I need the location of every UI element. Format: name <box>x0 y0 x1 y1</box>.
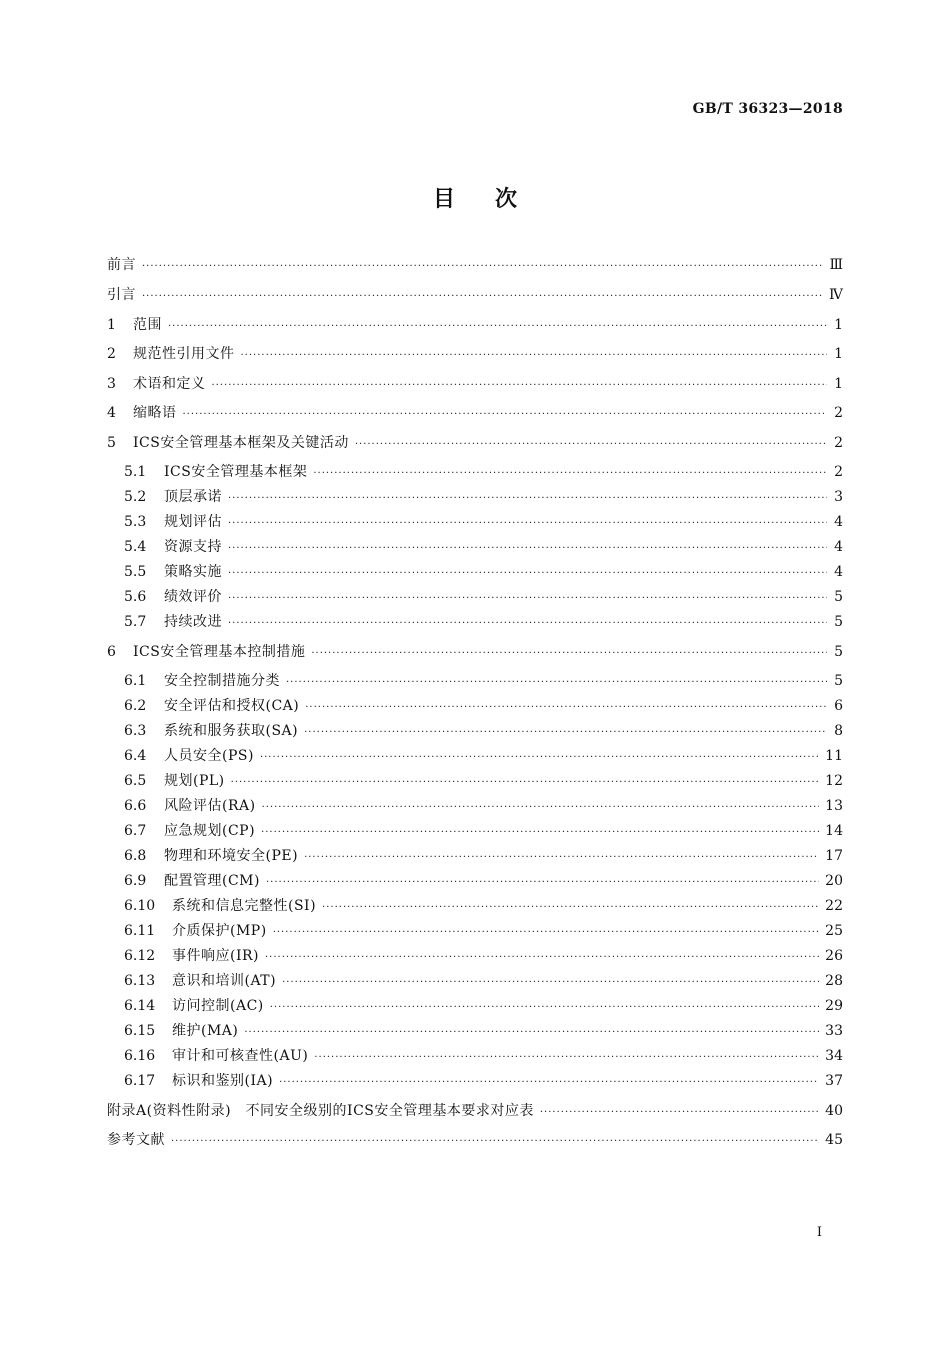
toc-entry-title: 应急规划(CP) <box>164 823 256 839</box>
toc-entry-title: 规划(PL) <box>164 773 225 789</box>
toc-entry-title: 顶层承诺 <box>164 489 222 505</box>
toc-entry-number: 6.2 <box>124 698 147 714</box>
toc-entry-title: 安全评估和授权(CA) <box>164 698 300 714</box>
toc-entry[interactable] <box>107 1104 843 1120</box>
toc-leader-dots <box>286 676 827 690</box>
toc-entry-number: 6.4 <box>124 748 147 764</box>
toc-entry[interactable] <box>107 874 843 890</box>
toc-entry-number: 6.15 <box>124 1023 156 1039</box>
toc-entry-title: 绩效评价 <box>164 589 222 605</box>
toc-entry-title: 规划评估 <box>164 514 222 530</box>
toc-leader-dots <box>314 1051 819 1065</box>
toc-entry-number: 6.6 <box>124 798 147 814</box>
toc-leader-dots <box>265 951 819 965</box>
toc-entry-title: 系统和服务获取(SA) <box>164 723 299 739</box>
toc-leader-dots <box>228 567 827 581</box>
toc-entry-title: 缩略语 <box>133 405 177 421</box>
toc-entry-number: 5.3 <box>124 514 147 530</box>
toc-entry-title: 前言 <box>107 257 136 273</box>
toc-entry-page: 6 <box>834 698 843 714</box>
page-title: 目次 <box>432 186 557 212</box>
toc-entry-page: 12 <box>825 773 843 789</box>
page-number: Ⅰ <box>816 1225 822 1240</box>
toc-entry-number: 5.6 <box>124 589 147 605</box>
toc-entry[interactable] <box>107 347 843 363</box>
toc-leader-dots <box>355 438 827 452</box>
toc-entry-number: 5.7 <box>124 614 147 630</box>
toc-entry[interactable] <box>107 377 843 393</box>
toc-entry[interactable] <box>107 749 843 765</box>
toc-entry[interactable] <box>107 799 843 815</box>
toc-entry[interactable] <box>107 515 843 531</box>
toc-entry[interactable] <box>107 465 843 481</box>
toc-entry-page: 1 <box>834 346 843 362</box>
toc-leader-dots <box>273 926 819 940</box>
toc-leader-dots <box>305 701 827 715</box>
toc-entry-page: 34 <box>825 1048 843 1064</box>
toc-entry-page: 1 <box>834 317 843 333</box>
toc-entry-page: 3 <box>834 489 843 505</box>
toc-entry[interactable] <box>107 924 843 940</box>
toc-entry-page: 26 <box>825 948 843 964</box>
toc-entry-number: 6.14 <box>124 998 156 1014</box>
toc-entry-page: 20 <box>825 873 843 889</box>
toc-entry-page: 4 <box>834 539 843 555</box>
toc-entry-title: 风险评估(RA) <box>164 798 256 814</box>
toc-leader-dots <box>282 976 819 990</box>
toc-entry-number: 2 <box>107 346 116 362</box>
toc-entry-title: 策略实施 <box>164 564 222 580</box>
toc-entry-page: 17 <box>825 848 843 864</box>
toc-entry-number: 5 <box>107 435 116 451</box>
toc-entry[interactable] <box>107 406 843 422</box>
toc-entry-number: 6 <box>107 644 116 660</box>
toc-entry[interactable] <box>107 258 843 274</box>
toc-entry-title: 标识和鉴别(IA) <box>172 1073 274 1089</box>
toc-entry-page: Ⅲ <box>829 257 843 273</box>
toc-entry-number: 6.5 <box>124 773 147 789</box>
toc-entry-page: 22 <box>825 898 843 914</box>
toc-leader-dots <box>244 1026 819 1040</box>
toc-entry-page: 11 <box>825 748 843 764</box>
toc-entry-title: 系统和信息完整性(SI) <box>172 898 317 914</box>
toc-entry-page: 8 <box>834 723 843 739</box>
toc-leader-dots <box>183 408 828 422</box>
toc-leader-dots <box>241 349 828 363</box>
toc-leader-dots <box>322 901 819 915</box>
toc-entry-title: 审计和可核查性(AU) <box>172 1048 309 1064</box>
toc-entry[interactable] <box>107 974 843 990</box>
toc-entry-page: 5 <box>834 614 843 630</box>
toc-entry-number: 3 <box>107 376 116 392</box>
toc-leader-dots <box>228 617 827 631</box>
toc-leader-dots <box>540 1106 819 1120</box>
toc-entry-number: 6.7 <box>124 823 147 839</box>
toc-entry[interactable] <box>107 1074 843 1090</box>
toc-entry-page: 2 <box>834 405 843 421</box>
toc-entry-title: 物理和环境安全(PE) <box>164 848 299 864</box>
toc-leader-dots <box>304 726 827 740</box>
toc-entry-number: 6.11 <box>124 923 156 939</box>
toc-entry-page: 2 <box>834 464 843 480</box>
toc-entry-title: 规范性引用文件 <box>133 346 235 362</box>
toc-leader-dots <box>270 1001 819 1015</box>
toc-entry-page: 29 <box>825 998 843 1014</box>
toc-entry-page: 13 <box>825 798 843 814</box>
toc-leader-dots <box>171 1135 819 1149</box>
toc-entry-title: 事件响应(IR) <box>172 948 259 964</box>
toc-entry-title: 维护(MA) <box>172 1023 239 1039</box>
toc-entry-title: 术语和定义 <box>133 376 206 392</box>
toc-entry-title: 人员安全(PS) <box>164 748 254 764</box>
toc-entry-number: 6.17 <box>124 1073 156 1089</box>
standard-code: GB/T 36323—2018 <box>692 101 843 117</box>
toc-entry-title: ICS安全管理基本框架 <box>164 464 308 480</box>
toc-entry-page: 2 <box>834 435 843 451</box>
toc-leader-dots <box>142 260 823 274</box>
toc-entry[interactable] <box>107 999 843 1015</box>
toc-entry[interactable] <box>107 565 843 581</box>
toc-entry-page: 33 <box>825 1023 843 1039</box>
toc-entry-title: 介质保护(MP) <box>172 923 267 939</box>
toc-entry-page: 5 <box>834 673 843 689</box>
toc-leader-dots <box>266 876 819 890</box>
toc-entry[interactable] <box>107 724 843 740</box>
toc-leader-dots <box>279 1076 819 1090</box>
toc-entry-page: 25 <box>825 923 843 939</box>
toc-entry[interactable] <box>107 849 843 865</box>
toc-entry-number: 5.1 <box>124 464 147 480</box>
toc-leader-dots <box>231 776 820 790</box>
toc-entry-number: 5.4 <box>124 539 147 555</box>
toc-entry-title: 资源支持 <box>164 539 222 555</box>
toc-entry-number: 6.16 <box>124 1048 156 1064</box>
toc-entry-page: 40 <box>825 1103 843 1119</box>
toc-leader-dots <box>304 851 819 865</box>
toc-entry-page: 1 <box>834 376 843 392</box>
toc-leader-dots <box>313 467 827 481</box>
toc-entry-page: 28 <box>825 973 843 989</box>
toc-entry-page: 45 <box>825 1132 843 1148</box>
toc-entry[interactable] <box>107 1024 843 1040</box>
toc-entry[interactable] <box>107 699 843 715</box>
toc-entry[interactable] <box>107 318 843 334</box>
toc-entry[interactable] <box>107 645 843 661</box>
toc-entry[interactable] <box>107 436 843 452</box>
toc-entry-title: 意识和培训(AT) <box>172 973 277 989</box>
toc-entry[interactable] <box>107 490 843 506</box>
toc-entry[interactable] <box>107 288 843 304</box>
toc-entry-title: 参考文献 <box>107 1132 165 1148</box>
toc-leader-dots <box>168 320 827 334</box>
toc-entry[interactable] <box>107 590 843 606</box>
toc-leader-dots <box>260 751 819 765</box>
toc-entry-title: 持续改进 <box>164 614 222 630</box>
toc-leader-dots <box>261 826 819 840</box>
toc-entry-number: 6.13 <box>124 973 156 989</box>
toc-leader-dots <box>262 801 820 815</box>
toc-entry-number: 5.2 <box>124 489 147 505</box>
toc-entry-number: 6.12 <box>124 948 156 964</box>
toc-entry[interactable] <box>107 615 843 631</box>
toc-entry-title: 范围 <box>133 317 162 333</box>
toc-entry-number: 6.8 <box>124 848 147 864</box>
toc-entry-number: 4 <box>107 405 116 421</box>
toc-entry[interactable] <box>107 1049 843 1065</box>
toc-leader-dots <box>228 492 827 506</box>
toc-entry-title: ICS安全管理基本控制措施 <box>133 644 306 660</box>
toc-leader-dots <box>228 542 827 556</box>
toc-entry-title: 引言 <box>107 287 136 303</box>
toc-leader-dots <box>311 647 827 661</box>
toc-entry-page: 37 <box>825 1073 843 1089</box>
toc-entry-title: ICS安全管理基本框架及关键活动 <box>133 435 349 451</box>
toc-entry-number: 6.9 <box>124 873 147 889</box>
toc-leader-dots <box>142 290 823 304</box>
toc-entry[interactable] <box>107 824 843 840</box>
toc-entry[interactable] <box>107 949 843 965</box>
toc-entry-page: 4 <box>834 564 843 580</box>
toc-entry-page: 4 <box>834 514 843 530</box>
toc-entry-title: 安全控制措施分类 <box>164 673 280 689</box>
toc-entry[interactable] <box>107 674 843 690</box>
toc-entry-number: 1 <box>107 317 116 333</box>
toc-leader-dots <box>212 379 828 393</box>
toc-leader-dots <box>228 592 827 606</box>
toc-entry-title: 访问控制(AC) <box>172 998 264 1014</box>
toc-entry-page: 5 <box>834 644 843 660</box>
toc-entry[interactable] <box>107 899 843 915</box>
toc-entry[interactable] <box>107 540 843 556</box>
toc-entry-page: 5 <box>834 589 843 605</box>
toc-entry[interactable] <box>107 1133 843 1149</box>
toc-entry[interactable] <box>107 774 843 790</box>
toc-entry-page: 14 <box>825 823 843 839</box>
toc-entry-number: 6.10 <box>124 898 156 914</box>
toc-leader-dots <box>228 517 827 531</box>
toc-entry-number: 6.1 <box>124 673 147 689</box>
toc-entry-title: 附录A(资料性附录) 不同安全级别的ICS安全管理基本要求对应表 <box>107 1103 534 1119</box>
toc-entry-number: 6.3 <box>124 723 147 739</box>
toc-entry-page: Ⅳ <box>829 287 843 303</box>
toc-entry-number: 5.5 <box>124 564 147 580</box>
toc-entry-title: 配置管理(CM) <box>164 873 260 889</box>
